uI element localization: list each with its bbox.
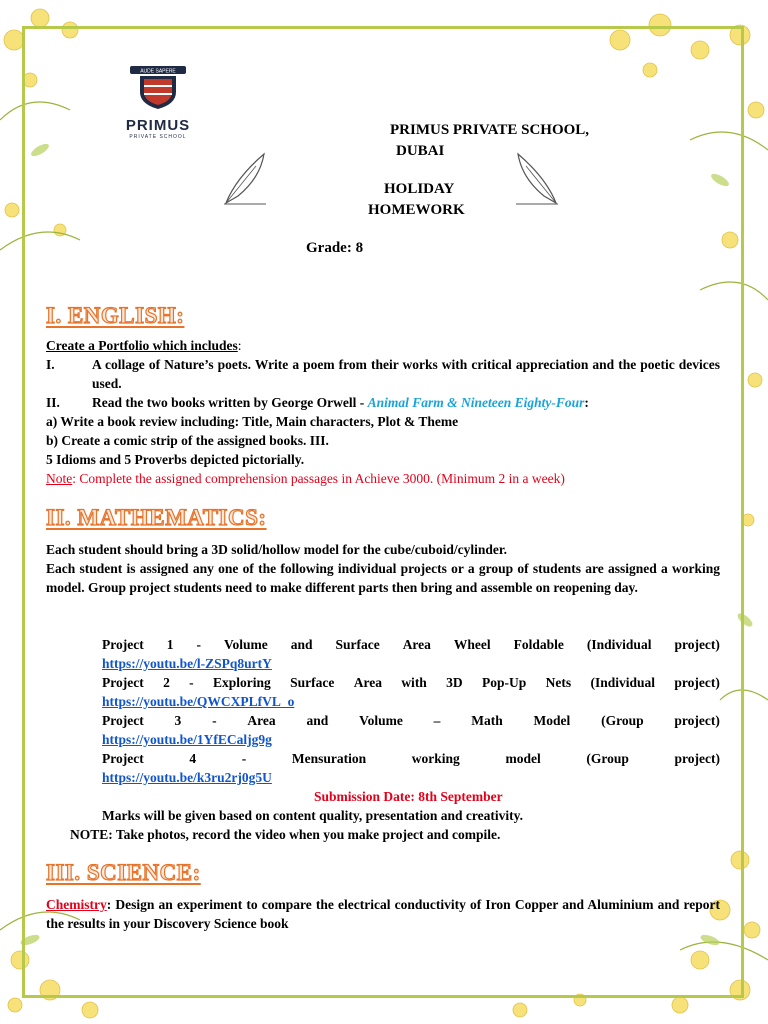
logo-subtitle: PRIVATE SCHOOL [129,134,187,140]
english-sub-a: a) Write a book review including: Title, Main characters, Plot & Theme [46,414,459,429]
math-note: NOTE: Take photos, record the video when you make project and compile. [70,827,501,842]
chemistry-label: Chemistry [46,897,107,912]
english-heading: I. ENGLISH: [46,303,185,328]
project-video-link[interactable]: https://youtu.be/k3ru2rj0g5U [102,770,272,785]
item-2-text: Read the two books written by George Orwell - [92,395,368,410]
project-word: (Individual [590,675,656,690]
project-word: Nets [545,675,572,690]
project-word: Project [102,675,144,690]
shield-icon [118,64,198,110]
project-word: and [306,713,329,728]
logo-motto: AUDE SAPERE [140,68,176,75]
marks-note: Marks will be given based on content quality, presentation and creativity. [102,808,524,823]
math-para-1: Each student should bring a 3D solid/hollow model for the cube/cuboid/cylinder. [46,542,507,557]
school-logo [118,64,198,140]
note-label: Note [46,471,73,486]
doc-title-line1: HOLIDAY [384,181,455,197]
school-city: DUBAI [396,143,445,159]
project-video-link[interactable]: https://youtu.be/1YfECaljg9g [102,732,272,747]
project-word: (Individual [586,637,652,652]
project-word: working [411,751,460,766]
school-name: PRIMUS PRIVATE SCHOOL, [390,122,590,138]
english-note [46,469,720,488]
logo-name: PRIMUS [125,117,191,134]
project-word: Surface [335,637,380,652]
science-heading: III. SCIENCE: [46,860,201,885]
project-word: Wheel [453,637,491,652]
grade-label: Grade: 8 [306,240,364,256]
project-word: Project [102,637,144,652]
portfolio-colon: : [237,338,242,353]
project-word: (Group [601,713,644,728]
project-word: Model [533,713,571,728]
math-para-2: Each student is assigned any one of the following individual projects or a group of students are assigned a working model. Group project students need to make different parts then bring and assemble on reopening day. [46,561,720,595]
math-intro [46,540,720,597]
project-word: (Group [586,751,629,766]
project-word: 2 [163,675,170,690]
science-section [46,895,720,933]
english-idioms: 5 Idioms and 5 Proverbs depicted pictorially. [46,452,305,467]
project-word: - [241,751,247,766]
feather-left-icon [216,148,276,208]
project-word: 3D [446,675,463,690]
item-text [92,355,720,393]
english-section [46,336,720,488]
item-number: I. [46,357,55,372]
doc-title-line2: HOMEWORK [368,202,465,218]
project-word: Mensuration [291,751,367,766]
book-titles: Animal Farm & Nineteen Eighty-Four [367,395,585,410]
project-word: project) [674,751,720,766]
project-title-line [102,635,720,654]
note-text: : Complete the assigned comprehension passages in Achieve 3000. (Minimum 2 in a week) [72,471,565,486]
project-word: - [212,713,217,728]
english-item-2 [46,393,720,412]
project-word: Area [402,637,431,652]
project-word: Surface [290,675,335,690]
project-word: Area [353,675,382,690]
item-text [92,393,720,412]
project-word: with [401,675,427,690]
project-word: Volume [223,637,268,652]
project-word: model [505,751,541,766]
project-word: Area [247,713,276,728]
project-word: Project [102,751,144,766]
project-word: Pop-Up [482,675,527,690]
item-2-colon: : [584,395,589,410]
project-word: Volume [359,713,403,728]
project-word: project) [674,637,720,652]
submission-date: Submission Date: 8th September [314,789,503,804]
english-item-1 [46,355,720,393]
project-word: project) [674,713,720,728]
project-word: - [196,637,201,652]
project-title-line [102,711,720,730]
math-heading: II. MATHEMATICS: [46,505,267,530]
project-word: - [189,675,194,690]
project-video-link[interactable]: https://youtu.be/l-ZSPq8urtY [102,656,272,671]
project-list [102,635,720,787]
project-word: and [290,637,313,652]
project-word: Project [102,713,144,728]
feather-right-icon [506,148,566,208]
project-word: project) [674,675,720,690]
portfolio-title: Create a Portfolio which includes [46,338,238,353]
project-title-line [102,749,720,768]
project-word: Math [471,713,503,728]
english-sub-b: b) Create a comic strip of the assigned books. III. [46,433,329,448]
project-word: 4 [189,751,197,766]
project-word: 3 [174,713,182,728]
chemistry-text: : Design an experiment to compare the electrical conductivity of Iron Copper and Aluminium and report the results in your Discovery Science book [46,897,720,931]
project-video-link[interactable]: https://youtu.be/QWCXPLfVL_o [102,694,295,709]
project-word: 1 [166,637,174,652]
item-number: II. [46,395,60,410]
project-word: Exploring [213,675,271,690]
project-word: Foldable [513,637,564,652]
project-word: – [433,713,441,728]
item-1-text: A collage of Nature’s poets. Write a poem from their works with critical appreciation and the poetic devices used. [92,357,720,391]
project-title-line [102,673,720,692]
